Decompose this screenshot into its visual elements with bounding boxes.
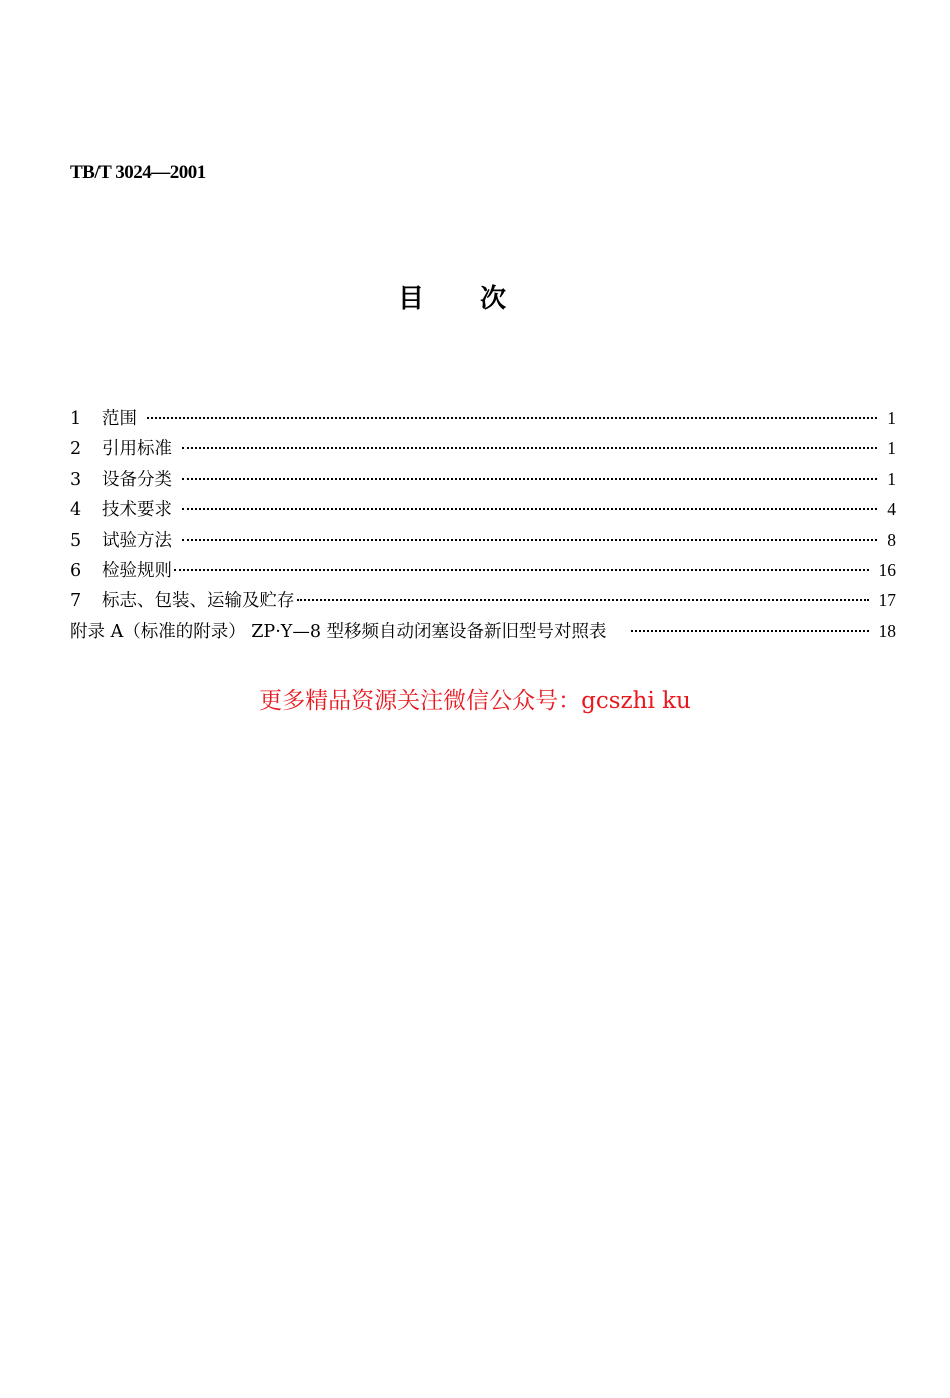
toc-entry-label: 附录 A（标准的附录） ZP·Y—8 型移频自动闭塞设备新旧型号对照表 [70, 621, 607, 642]
toc-dot-leader [182, 447, 877, 449]
toc-entry-appendix-a[interactable] [70, 618, 896, 648]
toc-entry-number: 2 [70, 439, 82, 460]
toc-entry-label: 范围 [102, 409, 137, 429]
toc-entry-number: 4 [70, 500, 82, 521]
toc-entry-normative-references[interactable] [70, 435, 896, 465]
toc-entry-inspection-rules[interactable] [70, 557, 896, 587]
toc-dot-leader [182, 508, 877, 510]
toc-entry-label: 技术要求 [102, 500, 172, 521]
toc-entry-scope[interactable] [70, 405, 896, 435]
toc-entry-page: 1 [887, 438, 896, 459]
toc-dot-leader [147, 417, 877, 419]
toc-entry-page: 16 [878, 559, 896, 580]
toc-entry-number: 6 [70, 560, 82, 581]
toc-dot-leader [297, 599, 869, 601]
toc-entry-label: 设备分类 [102, 469, 172, 490]
wechat-notice: 更多精品资源关注微信公众号：gcszhi ku [259, 688, 691, 714]
table-of-contents [70, 405, 896, 648]
toc-entry-page: 4 [887, 499, 896, 520]
toc-dot-leader [182, 478, 877, 480]
toc-entry-test-methods[interactable] [70, 527, 896, 557]
toc-entry-label: 标志、包装、运输及贮存 [102, 591, 295, 612]
toc-entry-label: 检验规则 [102, 560, 172, 581]
toc-entry-label: 引用标准 [102, 439, 172, 460]
toc-entry-number: 1 [70, 409, 82, 429]
toc-dot-leader [174, 569, 869, 571]
toc-entry-number: 3 [70, 469, 82, 490]
toc-entry-page: 8 [887, 529, 896, 550]
toc-entry-page: 18 [878, 620, 896, 641]
toc-entry-page: 17 [878, 590, 896, 611]
toc-entry-equipment-classification[interactable] [70, 466, 896, 496]
standard-code: TB/T 3024—2001 [70, 162, 206, 183]
toc-entry-label: 试验方法 [102, 530, 172, 551]
page-title: 目次 [397, 284, 562, 314]
toc-dot-leader [182, 539, 877, 541]
toc-entry-page: 1 [887, 468, 896, 489]
toc-entry-page: 1 [887, 408, 896, 428]
toc-entry-number: 7 [70, 591, 82, 612]
toc-dot-leader [631, 630, 869, 632]
toc-entry-marking-packaging[interactable] [70, 587, 896, 617]
toc-entry-number: 5 [70, 530, 82, 551]
toc-entry-technical-requirements[interactable] [70, 496, 896, 526]
